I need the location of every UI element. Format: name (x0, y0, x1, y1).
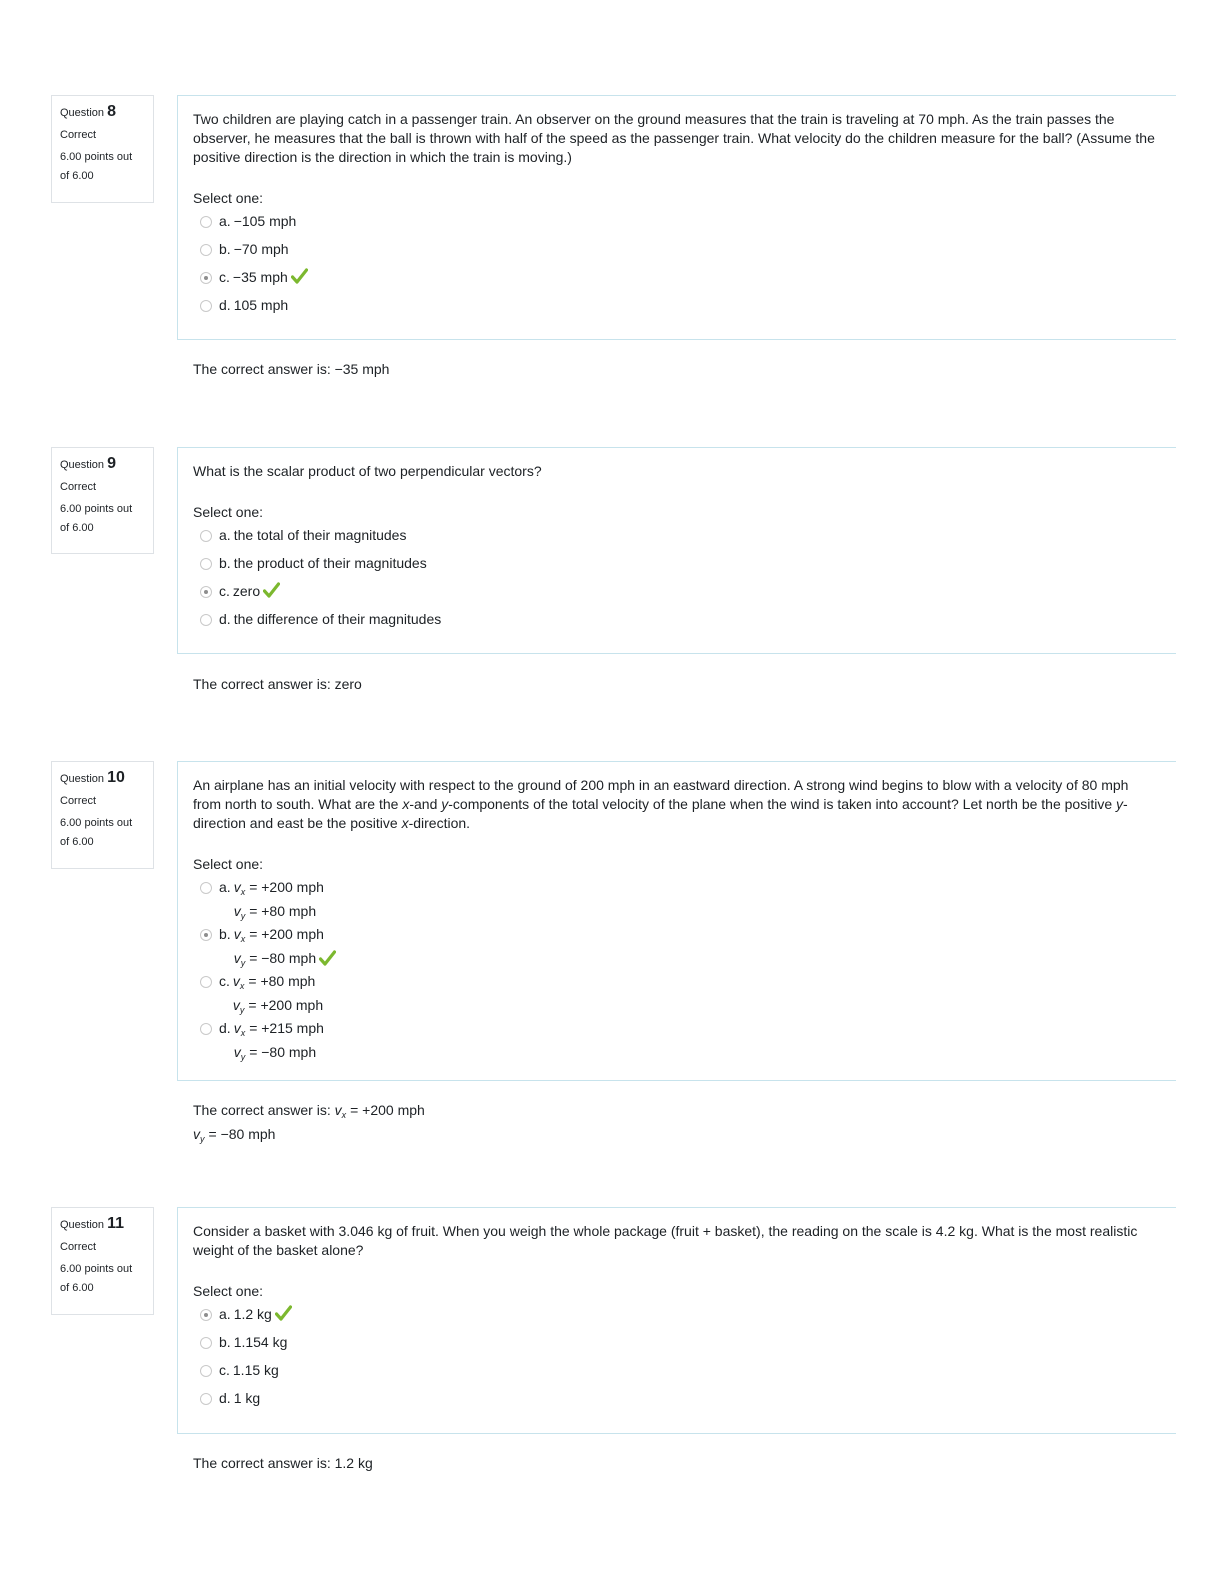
radio-button-selected[interactable] (200, 929, 212, 941)
question-state: Correct (60, 129, 97, 141)
question-number-value: 9 (107, 455, 116, 472)
question-state: Correct (60, 795, 97, 807)
option-letter: c. (219, 269, 230, 285)
check-mark-icon (263, 582, 280, 598)
option-text: 1 kg (233, 1390, 261, 1406)
question-info-11 (51, 1207, 154, 1315)
answer-option-b[interactable] (193, 240, 1156, 268)
var-subscript: x (239, 981, 245, 991)
question-info-8 (51, 95, 154, 203)
question-grade: 6.00 points out of 6.00 (60, 817, 133, 848)
var-subscript: y (239, 1005, 245, 1015)
radio-button-selected[interactable] (200, 272, 212, 284)
option-text: −35 mph (232, 269, 288, 285)
vx-value: = +200 mph (249, 879, 324, 895)
question-text: What is the scalar product of two perpendicular vectors? (193, 463, 542, 479)
option-text: the difference of their magnitudes (233, 611, 442, 627)
var-symbol: v (232, 997, 240, 1013)
option-text: the product of their magnitudes (233, 555, 427, 571)
answer-options (193, 212, 1156, 324)
answer-option-b[interactable] (193, 925, 1156, 972)
select-prompt: Select one: (193, 504, 264, 520)
option-letter: b. (219, 241, 231, 257)
vx-line (234, 925, 336, 949)
question-text (193, 776, 1156, 833)
question-label: Question (60, 459, 105, 471)
var-symbol: v (233, 926, 241, 942)
option-letter: d. (219, 1020, 231, 1036)
answer-option-a[interactable] (193, 212, 1156, 240)
option-text (234, 925, 336, 973)
answer-options (193, 878, 1156, 1066)
question-number-value: 10 (107, 769, 125, 786)
feedback-vy-line (193, 1125, 1093, 1149)
option-letter: c. (219, 973, 230, 989)
var-subscript: x (240, 934, 246, 944)
option-text (234, 1019, 324, 1067)
check-mark-icon (275, 1305, 292, 1321)
radio-button[interactable] (200, 614, 212, 626)
vx-line (234, 878, 324, 902)
radio-button[interactable] (200, 216, 212, 228)
answer-option-a[interactable] (193, 1305, 1156, 1333)
question-label: Question (60, 773, 105, 785)
text-part-italic: y (1116, 796, 1123, 812)
option-letter: a. (219, 527, 231, 543)
select-prompt: Select one: (193, 856, 264, 872)
feedback-vx-line (193, 1101, 1093, 1125)
option-text (234, 878, 324, 926)
vx-value: = +200 mph (249, 926, 324, 942)
vy-value: = −80 mph (208, 1126, 276, 1142)
option-text (233, 972, 323, 1020)
radio-button-selected[interactable] (200, 586, 212, 598)
radio-button[interactable] (200, 1365, 212, 1377)
question-number (60, 770, 153, 790)
var-subscript: x (341, 1110, 347, 1120)
text-part: -direction and east be the positive (193, 796, 1128, 831)
vx-value: = +215 mph (249, 1020, 324, 1036)
question-state: Correct (60, 481, 97, 493)
option-letter: c. (219, 1362, 230, 1378)
text-part: -components of the total velocity of the plane when the wind is taken into account? Let north be the positive (448, 796, 1116, 812)
text-part: -direction. (408, 815, 471, 831)
radio-button[interactable] (200, 558, 212, 570)
answer-option-b[interactable] (193, 1333, 1156, 1361)
var-symbol: v (233, 950, 241, 966)
vy-value: = −80 mph (249, 950, 317, 966)
var-symbol: v (232, 973, 240, 989)
answer-option-c[interactable] (193, 972, 1156, 1019)
var-symbol: v (233, 1044, 241, 1060)
select-prompt: Select one: (193, 1283, 264, 1299)
check-mark-icon (319, 950, 336, 966)
radio-button[interactable] (200, 300, 212, 312)
answer-option-c[interactable] (193, 1361, 1156, 1389)
text-part-italic: x (402, 796, 410, 812)
vx-line (233, 972, 323, 996)
var-subscript: y (240, 1052, 246, 1062)
var-symbol: v (334, 1102, 342, 1118)
var-subscript: y (200, 1134, 205, 1144)
vx-value: = +200 mph (350, 1102, 425, 1118)
var-subscript: y (240, 958, 246, 968)
option-letter: a. (219, 879, 231, 895)
option-text: 1.15 kg (232, 1362, 279, 1378)
vy-line (233, 996, 323, 1020)
option-letter: b. (219, 555, 231, 571)
answer-options (193, 526, 1156, 638)
option-letter: d. (219, 1390, 231, 1406)
option-text: zero (232, 583, 261, 599)
question-formulation-10 (177, 761, 1176, 1081)
question-number-value: 11 (107, 1215, 125, 1232)
vy-value: = +200 mph (248, 997, 324, 1013)
question-label: Question (60, 107, 105, 119)
option-text: 105 mph (233, 297, 289, 313)
question-formulation-8 (177, 95, 1176, 340)
answer-options (193, 1305, 1156, 1417)
option-letter: d. (219, 611, 231, 627)
text-part-italic: x (401, 815, 409, 831)
correct-answer-feedback (193, 1101, 1093, 1149)
correct-answer-feedback: The correct answer is: 1.2 kg (193, 1455, 373, 1471)
text-part: An airplane has an initial velocity with respect to the ground of 200 mph in an eastward direction. A strong wind begins to blow with a velocity of 80 mph from north to south. What are the (193, 777, 1129, 812)
check-mark-icon (291, 268, 308, 284)
answer-option-d[interactable] (193, 1389, 1156, 1417)
question-info-9 (51, 447, 154, 554)
var-symbol: v (233, 1020, 241, 1036)
option-text: −70 mph (233, 241, 289, 257)
var-subscript: x (240, 887, 246, 897)
feedback-prefix: The correct answer is: (193, 1102, 331, 1118)
answer-option-b[interactable] (193, 554, 1156, 582)
question-number (60, 104, 153, 124)
select-prompt: Select one: (193, 190, 264, 206)
var-subscript: x (240, 1028, 246, 1038)
question-formulation-11 (177, 1207, 1176, 1434)
vy-value: = +80 mph (249, 903, 317, 919)
question-text: Two children are playing catch in a passenger train. An observer on the ground measures that the train is traveling at 70 mph. As the train passes the observer, he measures that the ball is thrown with half of the speed as the passenger train. What velocity do the children measure for the ball? (Assume the positive direction is the direction in which the train is moving.) (193, 111, 1155, 165)
option-text: 1.2 kg (233, 1306, 272, 1322)
answer-option-a[interactable] (193, 526, 1156, 554)
var-symbol: v (193, 1126, 200, 1142)
var-symbol: v (233, 879, 241, 895)
vx-line (234, 1019, 324, 1043)
question-grade: 6.00 points out of 6.00 (60, 151, 133, 182)
question-number-value: 8 (107, 103, 116, 120)
option-letter: a. (219, 213, 231, 229)
radio-button[interactable] (200, 244, 212, 256)
question-grade: 6.00 points out of 6.00 (60, 503, 133, 534)
answer-option-c[interactable] (193, 268, 1156, 296)
text-part-italic: y (441, 796, 449, 812)
var-symbol: v (233, 903, 241, 919)
answer-option-d[interactable] (193, 610, 1156, 638)
vy-line (234, 902, 324, 926)
option-text: 1.154 kg (233, 1334, 288, 1350)
option-letter: c. (219, 583, 230, 599)
question-text: Consider a basket with 3.046 kg of fruit. When you weigh the whole package (fruit + basket), the reading on the scale is 4.2 kg. What is the most realistic weight of the basket alone? (193, 1223, 1138, 1258)
radio-button[interactable] (200, 1023, 212, 1035)
option-letter: b. (219, 1334, 231, 1350)
radio-button[interactable] (200, 530, 212, 542)
question-info-10 (51, 761, 154, 869)
option-letter: b. (219, 926, 231, 942)
radio-button[interactable] (200, 1337, 212, 1349)
answer-option-c[interactable] (193, 582, 1156, 610)
question-state: Correct (60, 1241, 97, 1253)
vy-line (234, 1043, 324, 1067)
option-text: −105 mph (233, 213, 297, 229)
option-text: the total of their magnitudes (233, 527, 407, 543)
vx-value: = +80 mph (248, 973, 316, 989)
correct-answer-feedback: The correct answer is: −35 mph (193, 361, 390, 377)
question-formulation-9 (177, 447, 1176, 654)
option-letter: a. (219, 1306, 231, 1322)
radio-button[interactable] (200, 882, 212, 894)
radio-button[interactable] (200, 976, 212, 988)
answer-option-d[interactable] (193, 1019, 1156, 1066)
question-grade: 6.00 points out of 6.00 (60, 1263, 133, 1294)
vy-value: = −80 mph (249, 1044, 317, 1060)
question-number (60, 1216, 153, 1236)
correct-answer-feedback: The correct answer is: zero (193, 676, 362, 692)
var-subscript: y (240, 911, 246, 921)
answer-option-d[interactable] (193, 296, 1156, 324)
vy-line (234, 949, 336, 973)
radio-button-selected[interactable] (200, 1309, 212, 1321)
radio-button[interactable] (200, 1393, 212, 1405)
question-number (60, 456, 153, 476)
answer-option-a[interactable] (193, 878, 1156, 925)
question-label: Question (60, 1219, 105, 1231)
option-letter: d. (219, 297, 231, 313)
text-part: -and (409, 796, 442, 812)
